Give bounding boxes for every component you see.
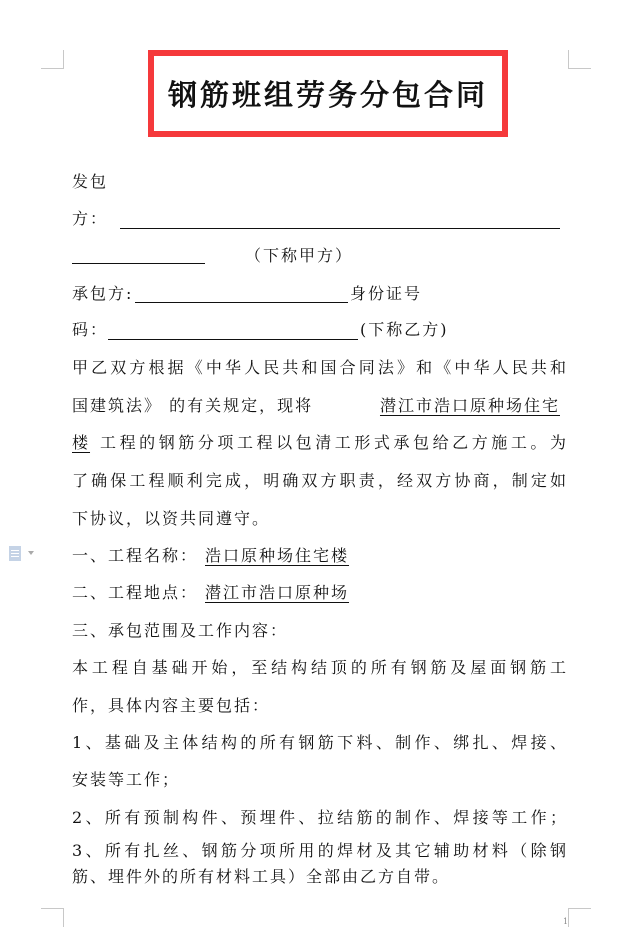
margin-corner-bottom-right	[568, 908, 591, 927]
project-underlined-end: 楼	[72, 433, 91, 452]
project-location-value: 潜江市浩口原种场	[205, 583, 350, 602]
intro-line: 工程的钢筋分项工程以包清工形式承包给乙方施工。为	[100, 433, 568, 452]
id-blank[interactable]	[108, 339, 358, 340]
party-a-blank[interactable]	[120, 228, 560, 229]
intro-line: 甲乙双方根据《中华人民共和国合同法》和《中华人民共和	[72, 358, 568, 377]
party-a-label-2: 方：	[72, 209, 109, 228]
intro-line: 国建筑法》 的有关规定，现将	[72, 396, 314, 415]
margin-corner-top-left	[41, 50, 64, 69]
party-a-label: 发包	[72, 172, 109, 191]
id-label: 身份证号	[350, 284, 423, 303]
intro-line: 下协议，以资共同遵守。	[72, 509, 271, 528]
scope-heading: 三、承包范围及工作内容：	[72, 621, 289, 640]
document-title: 钢筋班组劳务分包合同	[167, 78, 488, 112]
intro-line: 了确保工程顺利完成，明确双方职责，经双方协商，制定如	[72, 471, 568, 490]
party-b-suffix: (下称乙方)	[360, 320, 449, 339]
party-b-label: 承包方:	[72, 284, 134, 303]
chevron-down-icon[interactable]	[28, 551, 34, 555]
scope-line: 2、所有预制构件、预埋件、拉结筋的制作、焊接等工作；	[72, 808, 568, 827]
title-box	[148, 50, 508, 137]
paragraph-format-icon[interactable]	[9, 546, 21, 561]
party-a-blank-2[interactable]	[72, 263, 205, 264]
margin-corner-bottom-left	[41, 908, 64, 927]
scope-line: 作，具体内容主要包括：	[72, 696, 271, 715]
scope-line: 3、所有扎丝、钢筋分项所用的焊材及其它辅助材料（除钢	[72, 841, 568, 860]
id-label-2: 码：	[72, 320, 109, 339]
page-number: 1	[563, 917, 569, 926]
project-underlined: 潜江市浩口原种场住宅	[379, 396, 560, 415]
party-a-suffix: （下称甲方）	[245, 246, 354, 265]
scope-line: 筋、埋件外的所有材料工具）全部由乙方自带。	[72, 867, 451, 886]
project-name-value: 浩口原种场住宅楼	[205, 546, 350, 565]
scope-line: 本工程自基础开始，至结构结顶的所有钢筋及屋面钢筋工	[72, 658, 568, 677]
project-location-label: 二、工程地点：	[72, 583, 199, 602]
margin-corner-top-right	[568, 50, 591, 69]
scope-line: 1、基础及主体结构的所有钢筋下料、制作、绑扎、焊接、	[72, 733, 568, 752]
project-name-label: 一、工程名称：	[72, 546, 199, 565]
party-b-blank[interactable]	[135, 302, 348, 303]
scope-line: 安装等工作；	[72, 770, 181, 789]
